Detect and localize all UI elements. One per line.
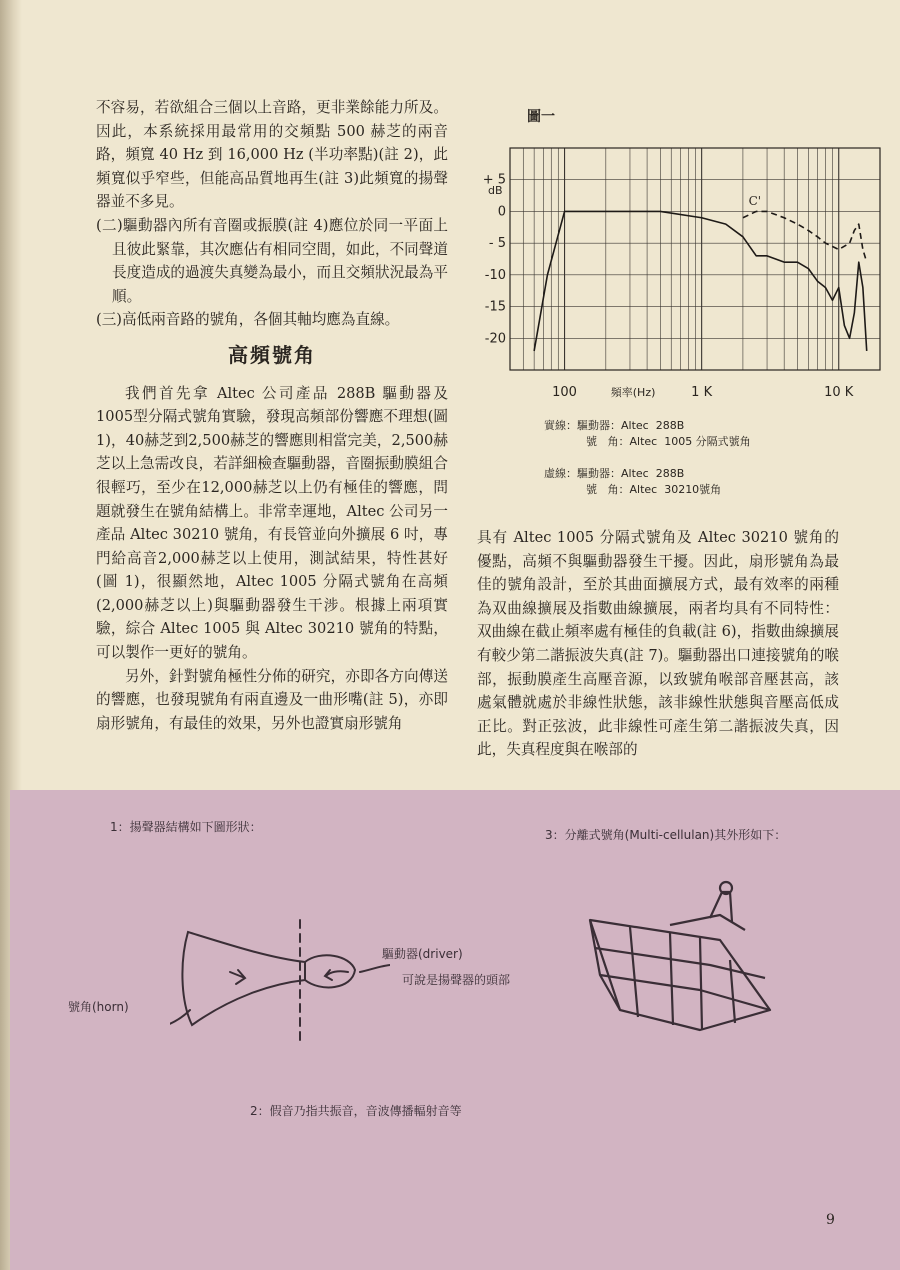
right-paragraph: 具有 Altec 1005 分隔式號角及 Altec 30210 號角的優點，高頻不與驅動器發生干擾。因此，扇形號角為最佳的號角設計，至於其曲面擴展方式，最有效率的兩種為双曲線擴展及指數曲線擴展，兩者均具有不同特性：双曲線在截止頻率處有極佳的負載(註 6)，指數曲線擴展有較少第二諧振波失真(註 7)。驅動器出口連接號角的喉部，振動膜產生高壓音源，以致號角喉部音壓甚高，該處氣體就處於非線性狀態，該非線性狀態與音壓高低成正比。對正弦波，此非線性可產生第二諧振波失真，因此，失真程度與在喉部的 — [477, 529, 839, 759]
y-tick-label: -20 — [484, 331, 506, 347]
multicellular-horn-sketch — [570, 880, 790, 1050]
x-tick-label: 1 K — [691, 385, 713, 400]
caption-solid-1: 實線：驅動器：Altec 288B — [544, 419, 685, 432]
series-line-solid — [534, 211, 867, 351]
figure-title: 圖一 — [527, 109, 555, 125]
series-line-dashed — [743, 211, 867, 262]
plot-frame — [510, 148, 880, 370]
caption-dashed-2: 號 角：Altec 30210號角 — [586, 483, 722, 496]
paragraph-2: 我們首先拿 Altec 公司產品 288B 驅動器及 1005型分隔式號角實驗，發現高頻部份響應不理想(圖1)，40赫芝到2,500赫芝的響應則相當完美，2,500赫芝以上急需改良，若詳細檢查驅動器，音圈振動膜組合很輕巧，至少在12,000赫芝以上仍有極佳的響應，問題就發生在號角結構上。非常幸運地，Altec 公司另一產品 Altec 30210 號角，有長管並向外擴展 6 吋，專門給高音2,000赫芝以上使用，測試結果，特性甚好(圖 1)，很顯然地，Altec 1005 分隔式號角在高頻(2,000赫芝以上)與驅動器發生干涉。根據上兩項實驗，綜合 Altec 1005 與 Altec 30210 號角的特點，可以製作一更好的號角。 — [96, 384, 448, 662]
section-heading: 高頻號角 — [228, 342, 316, 367]
y-tick-label: - 5 — [488, 236, 506, 252]
x-tick-label: 10 K — [824, 385, 854, 400]
note-3: 3：分離式號角(Multi-cellulan)其外形如下： — [545, 828, 787, 842]
notes-box — [10, 790, 900, 1270]
y-tick-label: -10 — [484, 267, 506, 283]
caption-solid-2: 號 角：Altec 1005 分隔式號角 — [586, 435, 751, 448]
paragraph-3: 另外，針對號角極性分佈的研究，亦即各方向傳送的響應，也發現號角有兩直邊及一曲形嘴(註 5)，亦即扇形號角，有最佳的效果，另外也證實扇形號角 — [96, 667, 448, 732]
y-axis-label: dB — [488, 184, 503, 197]
label-driver: 驅動器(driver) — [382, 947, 463, 961]
left-column — [96, 96, 448, 735]
frequency-response-chart — [470, 140, 890, 410]
paragraph-1: 不容易，若欲組合三個以上音路，更非業餘能力所及。因此，本系統採用最常用的交頻點 500 赫芝的兩音路，頻寬 40 Hz 到 16,000 Hz (半功率點)(註 2)，此頻寬似乎窄些，但能高品質地再生(註 3)此頻寬的揚聲器並不多見。 — [96, 99, 448, 211]
y-tick-label: + 5 — [482, 172, 506, 188]
y-tick-label: 0 — [497, 204, 506, 220]
list-item-2: (二)驅動器內所有音圈或振膜(註 4)應位於同一平面上且彼此緊靠，其次應佔有相同空間，如此，不同聲道長度造成的過渡失真變為最小，而且交頻狀況最為平順。 — [96, 216, 448, 305]
caption-dashed-1: 虛線：驅動器：Altec 288B — [544, 467, 685, 480]
label-driver-desc: 可說是揚聲器的頭部 — [402, 973, 511, 987]
page-number: 9 — [826, 1212, 835, 1228]
note-1: 1：揚聲器結構如下圖形狀： — [110, 820, 262, 834]
right-column — [477, 526, 839, 762]
x-axis-label: 頻率(Hz) — [610, 386, 656, 399]
x-tick-label: 100 — [552, 385, 577, 400]
chart-annotation: C' — [748, 194, 762, 209]
list-item-3: (三)高低兩音路的號角，各個其軸均應為直線。 — [96, 311, 400, 329]
horn-driver-sketch — [170, 910, 390, 1050]
y-tick-label: -15 — [484, 299, 506, 315]
label-horn: 號角(horn) — [68, 1000, 129, 1014]
note-2: 2：假音乃指共振音，音波傳播輻射音等 — [250, 1104, 462, 1118]
